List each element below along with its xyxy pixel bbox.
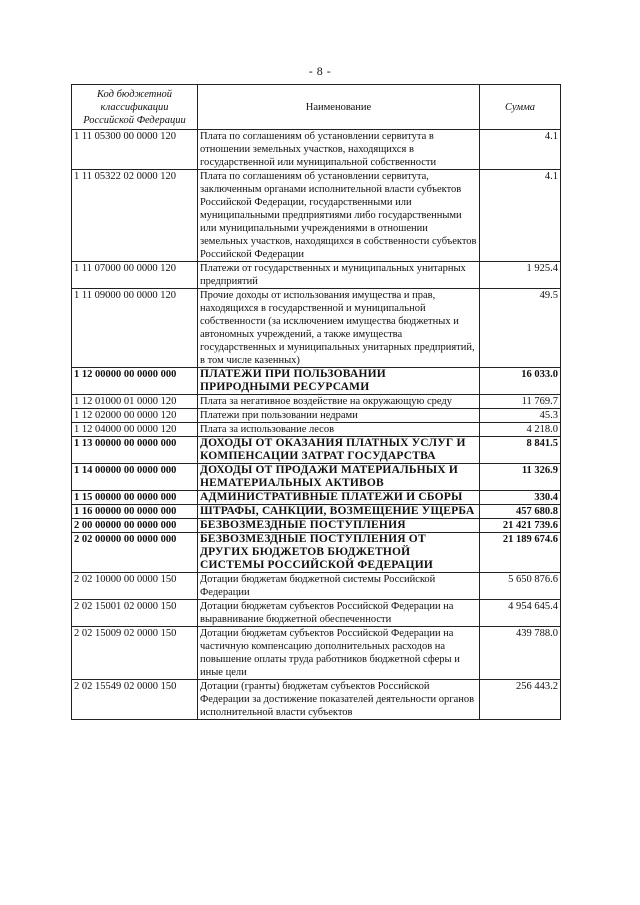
table-row <box>72 170 561 262</box>
cell-code: 1 11 05300 00 0000 120 <box>72 130 198 170</box>
cell-sum: 457 680.8 <box>480 505 561 519</box>
header-name: Наименование <box>198 85 480 130</box>
table-row <box>72 491 561 505</box>
page-number: - 8 - <box>308 64 332 78</box>
table-row <box>72 437 561 464</box>
cell-code: 1 15 00000 00 0000 000 <box>72 491 198 505</box>
cell-sum: 4 954 645.4 <box>480 600 561 627</box>
cell-code: 1 11 09000 00 0000 120 <box>72 289 198 368</box>
table-row <box>72 680 561 720</box>
cell-name: БЕЗВОЗМЕЗДНЫЕ ПОСТУПЛЕНИЯ <box>198 519 480 533</box>
table-row <box>72 573 561 600</box>
cell-sum: 330.4 <box>480 491 561 505</box>
cell-sum: 256 443.2 <box>480 680 561 720</box>
cell-code: 1 12 00000 00 0000 000 <box>72 368 198 395</box>
cell-code: 1 11 05322 02 0000 120 <box>72 170 198 262</box>
cell-code: 2 02 15001 02 0000 150 <box>72 600 198 627</box>
cell-code: 2 02 00000 00 0000 000 <box>72 533 198 573</box>
cell-code: 1 12 04000 00 0000 120 <box>72 423 198 437</box>
cell-name: ПЛАТЕЖИ ПРИ ПОЛЬЗОВАНИИ ПРИРОДНЫМИ РЕСУРСАМИ <box>198 368 480 395</box>
cell-name: Плата за использование лесов <box>198 423 480 437</box>
cell-sum: 8 841.5 <box>480 437 561 464</box>
cell-code: 2 00 00000 00 0000 000 <box>72 519 198 533</box>
header-code: Код бюджетной классификации Российской Федерации <box>72 85 198 130</box>
budget-table <box>71 84 561 720</box>
table-row <box>72 505 561 519</box>
header-sum: Сумма <box>480 85 561 130</box>
cell-code: 1 12 02000 00 0000 120 <box>72 409 198 423</box>
table-header-row <box>72 85 561 130</box>
table-row <box>72 464 561 491</box>
cell-sum: 45.3 <box>480 409 561 423</box>
cell-name: Плата за негативное воздействие на окружающую среду <box>198 395 480 409</box>
cell-sum: 5 650 876.6 <box>480 573 561 600</box>
cell-name: Плата по соглашениям об установлении сервитута в отношении земельных участков, находящихся в государственной или муниципальной собственности <box>198 130 480 170</box>
cell-sum: 4.1 <box>480 170 561 262</box>
cell-sum: 439 788.0 <box>480 627 561 680</box>
cell-name: Дотации бюджетам субъектов Российской Федерации на частичную компенсацию дополнительных расходов на повышение оплаты труда работников бюджетной сферы и иные цели <box>198 627 480 680</box>
cell-code: 2 02 10000 00 0000 150 <box>72 573 198 600</box>
table-row <box>72 395 561 409</box>
cell-name: БЕЗВОЗМЕЗДНЫЕ ПОСТУПЛЕНИЯ ОТ ДРУГИХ БЮДЖЕТОВ БЮДЖЕТНОЙ СИСТЕМЫ РОССИЙСКОЙ ФЕДЕРАЦИИ <box>198 533 480 573</box>
cell-name: АДМИНИСТРАТИВНЫЕ ПЛАТЕЖИ И СБОРЫ <box>198 491 480 505</box>
cell-code: 2 02 15009 02 0000 150 <box>72 627 198 680</box>
table-row <box>72 262 561 289</box>
cell-name: ШТРАФЫ, САНКЦИИ, ВОЗМЕЩЕНИЕ УЩЕРБА <box>198 505 480 519</box>
table-row <box>72 289 561 368</box>
cell-sum: 49.5 <box>480 289 561 368</box>
cell-name: Платежи при пользовании недрами <box>198 409 480 423</box>
table-row <box>72 519 561 533</box>
cell-sum: 4.1 <box>480 130 561 170</box>
cell-code: 1 16 00000 00 0000 000 <box>72 505 198 519</box>
cell-name: ДОХОДЫ ОТ ПРОДАЖИ МАТЕРИАЛЬНЫХ И НЕМАТЕРИАЛЬНЫХ АКТИВОВ <box>198 464 480 491</box>
cell-sum: 16 033.0 <box>480 368 561 395</box>
table-row <box>72 130 561 170</box>
cell-sum: 1 925.4 <box>480 262 561 289</box>
cell-code: 2 02 15549 02 0000 150 <box>72 680 198 720</box>
cell-code: 1 13 00000 00 0000 000 <box>72 437 198 464</box>
cell-sum: 11 769.7 <box>480 395 561 409</box>
table-row <box>72 409 561 423</box>
table-row <box>72 533 561 573</box>
cell-name: Дотации (гранты) бюджетам субъектов Российской Федерации за достижение показателей деятельности органов исполнительной власти субъектов <box>198 680 480 720</box>
cell-name: Прочие доходы от использования имущества и прав, находящихся в государственной и муниципальной собственности (за исключением имущества бюджетных и автономных учреждений, а также имущества государственных и муниципальных унитарных предприятий, в том числе казенных) <box>198 289 480 368</box>
cell-sum: 21 421 739.6 <box>480 519 561 533</box>
cell-code: 1 11 07000 00 0000 120 <box>72 262 198 289</box>
cell-code: 1 12 01000 01 0000 120 <box>72 395 198 409</box>
cell-name: Дотации бюджетам бюджетной системы Российской Федерации <box>198 573 480 600</box>
cell-sum: 4 218.0 <box>480 423 561 437</box>
table-row <box>72 368 561 395</box>
cell-sum: 11 326.9 <box>480 464 561 491</box>
cell-name: ДОХОДЫ ОТ ОКАЗАНИЯ ПЛАТНЫХ УСЛУГ И КОМПЕНСАЦИИ ЗАТРАТ ГОСУДАРСТВА <box>198 437 480 464</box>
table-row <box>72 627 561 680</box>
cell-name: Дотации бюджетам субъектов Российской Федерации на выравнивание бюджетной обеспеченности <box>198 600 480 627</box>
table-row <box>72 423 561 437</box>
cell-name: Плата по соглашениям об установлении сервитута, заключенным органами исполнительной власти субъектов Российской Федерации, государственными или муниципальными предприятиями либо государственными или муниципальными учреждениями в отношении земельных участков, находящихся в собственности субъектов Российской Федерации <box>198 170 480 262</box>
cell-name: Платежи от государственных и муниципальных унитарных предприятий <box>198 262 480 289</box>
table-row <box>72 600 561 627</box>
cell-code: 1 14 00000 00 0000 000 <box>72 464 198 491</box>
cell-sum: 21 189 674.6 <box>480 533 561 573</box>
